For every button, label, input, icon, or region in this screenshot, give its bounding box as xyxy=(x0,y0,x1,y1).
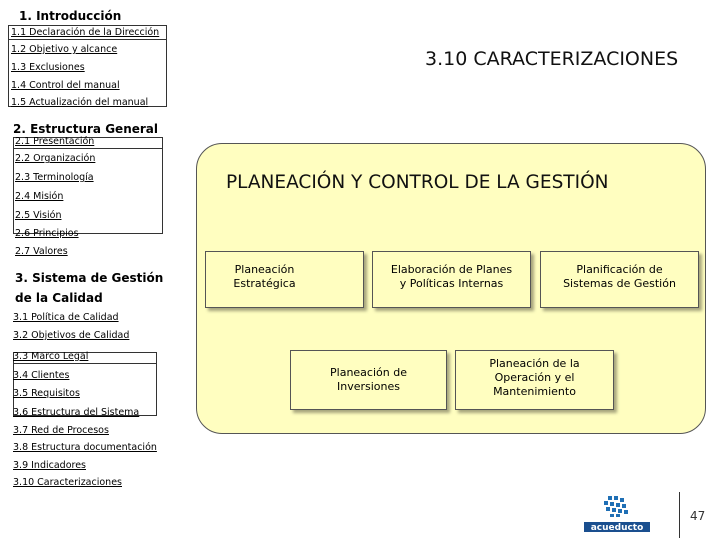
process-label-line: y Políticas Internas xyxy=(399,277,504,290)
process-box-planeacion-operacion[interactable] xyxy=(455,350,614,410)
nav-1-2-objetivo[interactable]: 1.2 Objetivo y alcance xyxy=(11,44,118,55)
section-2-heading[interactable]: 2. Estructura General xyxy=(13,122,159,136)
nav-1-3-exclusiones[interactable]: 1.3 Exclusiones xyxy=(11,62,85,73)
process-label-line: Inversiones xyxy=(336,380,400,393)
nav-3-9-indicadores[interactable]: 3.9 Indicadores xyxy=(13,460,86,471)
acueducto-logo-icon xyxy=(580,494,655,534)
nav-2-3-terminologia[interactable]: 2.3 Terminología xyxy=(15,172,94,183)
nav-2-4-mision[interactable]: 2.4 Misión xyxy=(15,191,64,202)
nav-3-1-politica[interactable]: 3.1 Política de Calidad xyxy=(13,312,119,323)
process-box-planeacion-estrategica[interactable] xyxy=(205,251,364,308)
nav-1-5-actualizacion[interactable]: 1.5 Actualización del manual xyxy=(11,97,149,108)
nav-1-4-control[interactable]: 1.4 Control del manual xyxy=(11,80,120,91)
process-label-line: Sistemas de Gestión xyxy=(563,277,676,290)
nav-3-4-clientes[interactable]: 3.4 Clientes xyxy=(13,370,70,381)
process-label-line: Operación y el xyxy=(494,371,575,384)
nav-3-10-caracterizaciones[interactable]: 3.10 Caracterizaciones xyxy=(13,477,122,488)
section-3-heading-line2[interactable]: de la Calidad xyxy=(15,291,103,305)
nav-3-6-estructura-sistema[interactable]: 3.6 Estructura del Sistema xyxy=(13,407,140,418)
nav-3-7-red-procesos[interactable]: 3.7 Red de Procesos xyxy=(13,425,109,436)
divider xyxy=(8,39,166,40)
process-label-line: Planeación de xyxy=(330,366,407,379)
logo-text: acueducto xyxy=(590,523,644,533)
process-label-line: Elaboración de Planes xyxy=(390,263,513,276)
nav-1-1-declaracion[interactable]: 1.1 Declaración de la Dirección xyxy=(11,27,160,38)
nav-2-7-valores[interactable]: 2.7 Valores xyxy=(15,246,68,257)
process-box-planificacion-sistemas[interactable] xyxy=(540,251,699,308)
section-3-heading-line1[interactable]: 3. Sistema de Gestión xyxy=(15,271,164,285)
section-1-heading[interactable]: 1. Introducción xyxy=(19,9,122,23)
process-label-line: Planeación xyxy=(234,263,295,276)
process-label-line: Estratégica xyxy=(233,277,296,290)
page-number: 47 xyxy=(690,509,706,523)
process-label-line: Planeación de la xyxy=(489,357,580,370)
process-label-line: Mantenimiento xyxy=(493,385,576,398)
nav-2-2-organizacion[interactable]: 2.2 Organización xyxy=(15,153,96,164)
nav-2-1-presentacion[interactable]: 2.1 Presentación xyxy=(15,136,95,147)
divider xyxy=(13,363,156,364)
nav-2-6-principios[interactable]: 2.6 Principios xyxy=(15,228,79,239)
divider xyxy=(13,148,162,149)
process-box-elaboracion-planes[interactable] xyxy=(372,251,531,308)
process-box-planeacion-inversiones[interactable] xyxy=(290,350,447,410)
nav-3-5-requisitos[interactable]: 3.5 Requisitos xyxy=(13,388,80,399)
panel-title: PLANEACIÓN Y CONTROL DE LA GESTIÓN xyxy=(226,172,609,193)
nav-2-5-vision[interactable]: 2.5 Visión xyxy=(15,210,62,221)
nav-3-8-estructura-documentacion[interactable]: 3.8 Estructura documentación xyxy=(13,442,157,453)
page-title: 3.10 CARACTERIZACIONES xyxy=(425,48,679,70)
process-label-line: Planificación de xyxy=(576,263,663,276)
nav-3-3-marco-legal[interactable]: 3.3 Marco Legal xyxy=(13,351,89,362)
footer-divider xyxy=(679,492,680,538)
acueducto-logo xyxy=(580,494,655,534)
nav-3-2-objetivos[interactable]: 3.2 Objetivos de Calidad xyxy=(13,330,130,341)
